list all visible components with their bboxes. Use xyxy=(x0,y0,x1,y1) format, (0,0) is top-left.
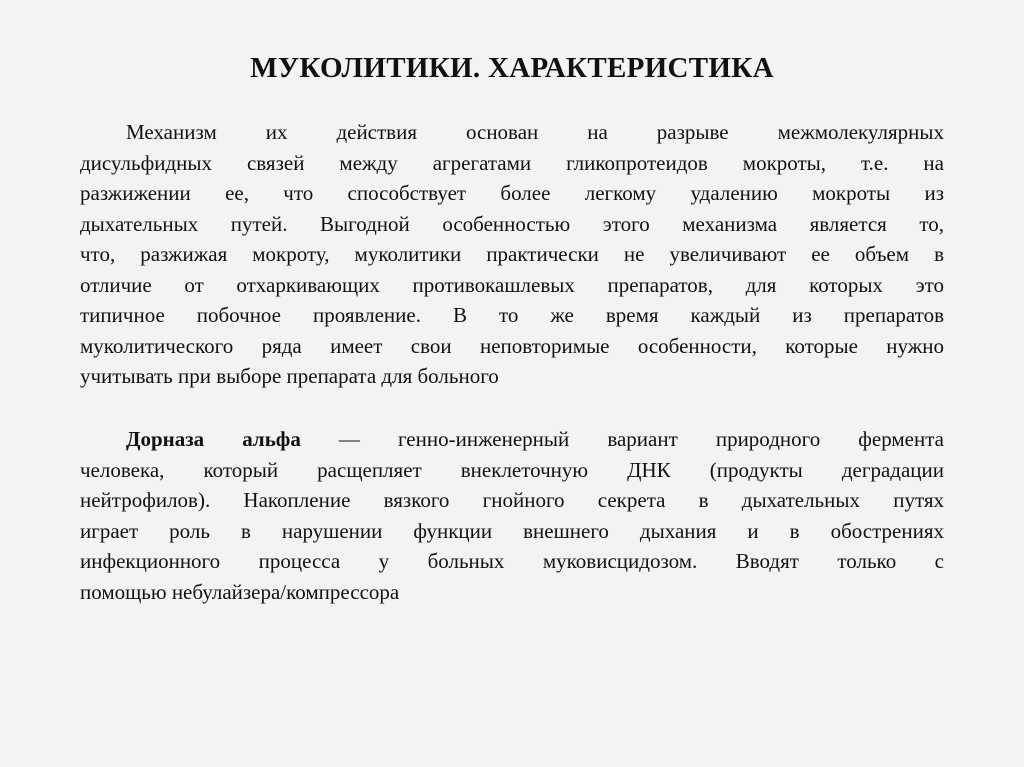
paragraph-line: Механизм их действия основан на разрыве межмолекулярных xyxy=(126,120,944,144)
paragraph-mechanism xyxy=(80,117,944,392)
drug-term: Дорназа альфа xyxy=(126,427,301,451)
paragraph-line: типичное побочное проявление. В то же время каждый из препаратов xyxy=(80,303,944,327)
paragraph-line: дыхательных путей. Выгодной особенностью этого механизма является то, xyxy=(80,211,944,236)
paragraph-line: муколитического ряда имеет свои неповторимые особенности, которые нужно xyxy=(80,333,944,358)
paragraph-line: инфекционного процесса у больных муковисцидозом. Вводят только с xyxy=(80,549,944,573)
paragraph-dornase-alfa xyxy=(80,424,944,607)
paragraph-line: что, разжижая мокроту, муколитики практически не увеличивают ее объем в xyxy=(80,242,944,266)
slide-title: МУКОЛИТИКИ. ХАРАКТЕРИСТИКА xyxy=(250,52,774,84)
paragraph-line: человека, который расщепляет внеклеточную ДНК (продукты деградации xyxy=(80,457,944,482)
paragraph-line: дисульфидных связей между агрегатами гликопротеидов мокроты, т.е. на xyxy=(80,150,944,175)
paragraph-line: играет роль в нарушении функции внешнего дыхания и в обострениях xyxy=(80,518,944,543)
paragraph-line: помощью небулайзера/компрессора xyxy=(80,579,400,604)
paragraph-line: отличие от отхаркивающих противокашлевых препаратов, для которых это xyxy=(80,272,944,297)
term-definition: — генно-инженерный вариант природного фермента xyxy=(300,427,944,451)
paragraph-line: разжижении ее, что способствует более легкому удалению мокроты из xyxy=(80,181,944,205)
paragraph-line: учитывать при выборе препарата для больного xyxy=(80,364,499,388)
paragraph-line: нейтрофилов). Накопление вязкого гнойного секрета в дыхательных путях xyxy=(80,488,944,512)
paragraph-line xyxy=(80,424,944,455)
